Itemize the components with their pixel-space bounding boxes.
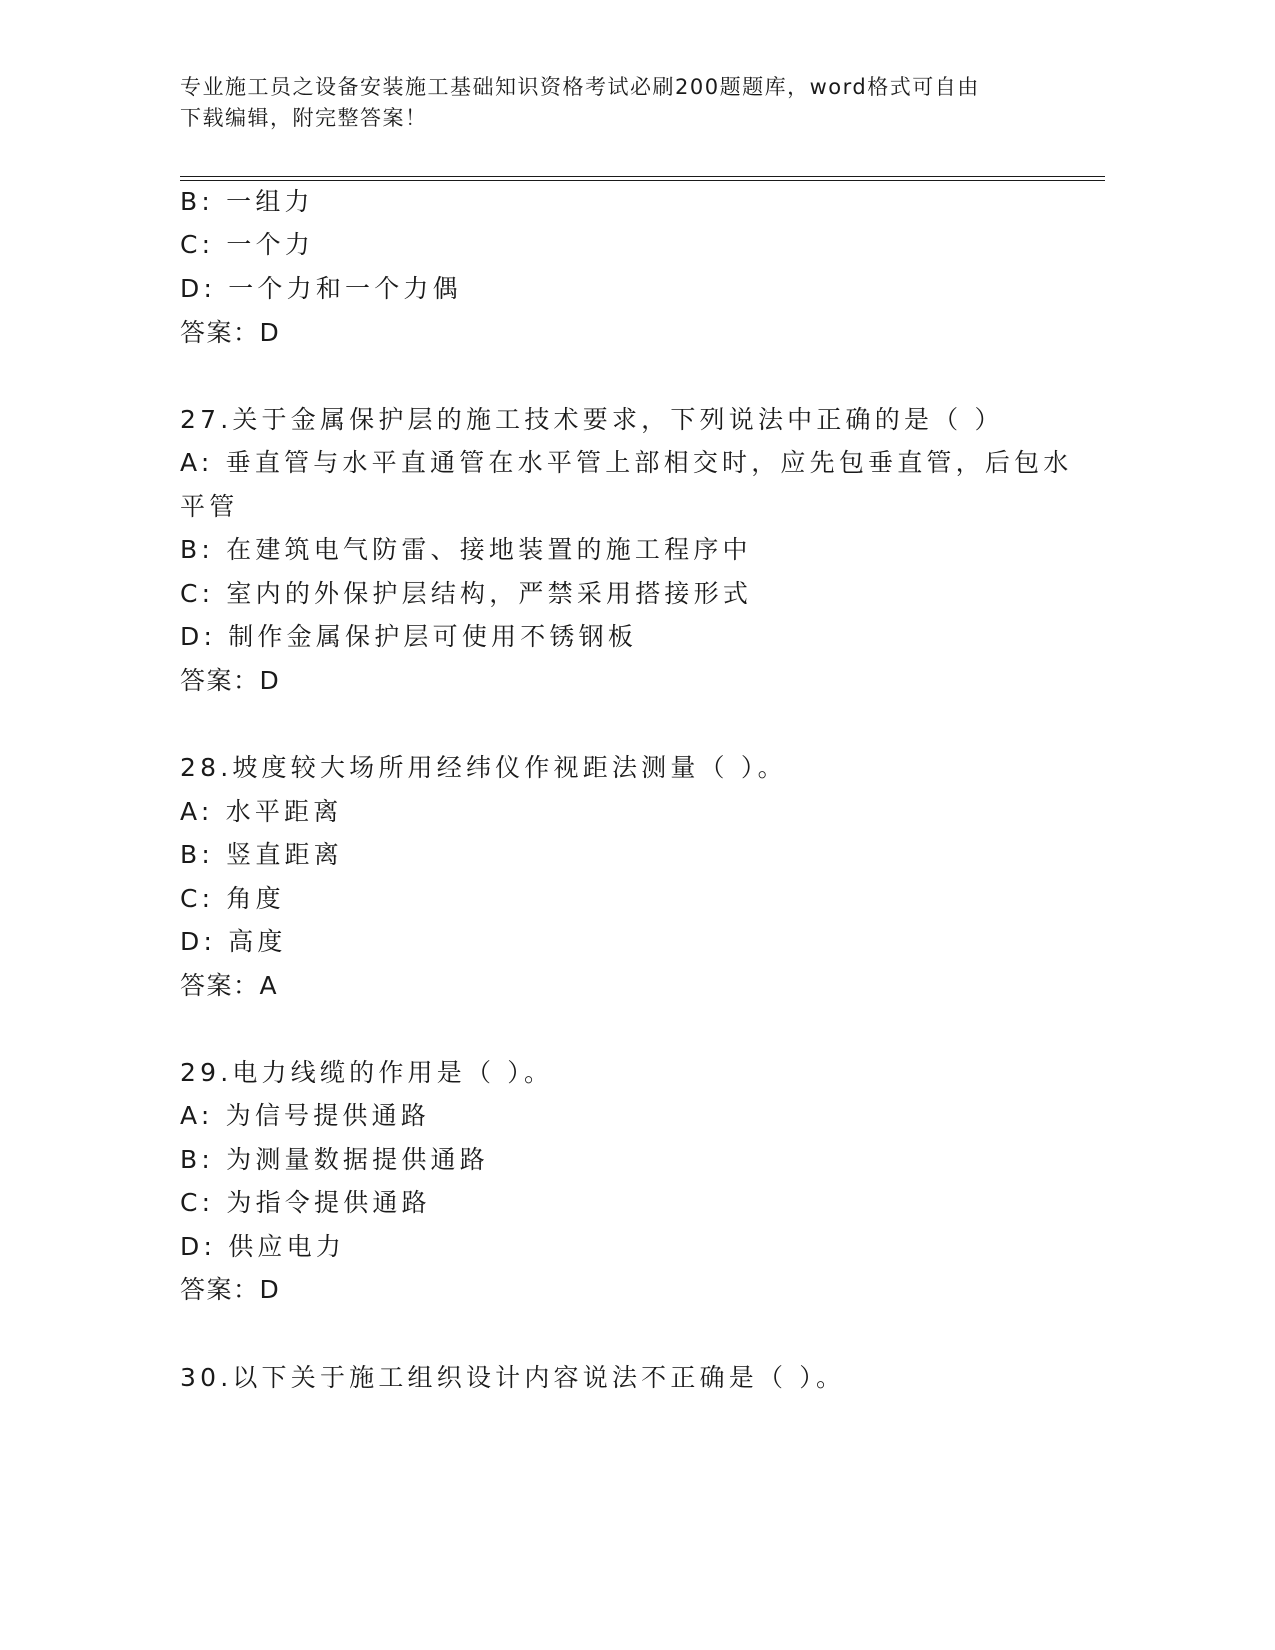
q26-option-d: D: 一个力和一个力偶 xyxy=(180,274,462,303)
q26-option-c: C: 一个力 xyxy=(180,230,315,259)
q27-answer: 答案：D xyxy=(180,666,281,695)
q28-option-d: D: 高度 xyxy=(180,927,287,956)
q28-option-c: C: 角度 xyxy=(180,884,285,913)
q29-answer: 答案：D xyxy=(180,1275,281,1304)
q27-stem: 27.关于金属保护层的施工技术要求，下列说法中正确的是（ ） xyxy=(180,405,1004,434)
q26-option-b: B: 一组力 xyxy=(180,187,314,216)
q30-stem: 30.以下关于施工组织设计内容说法不正确是（ ）。 xyxy=(180,1363,846,1392)
header-title-line-2: 下载编辑，附完整答案！ xyxy=(180,106,428,130)
q28-answer: 答案：A xyxy=(180,971,279,1000)
q27-option-a: A: 垂直管与水平直通管在水平管上部相交时，应先包垂直管，后包水 xyxy=(180,448,1073,477)
q28-stem: 28.坡度较大场所用经纬仪作视距法测量（ ）。 xyxy=(180,753,787,782)
q26-answer: 答案：D xyxy=(180,318,281,347)
header-divider xyxy=(180,176,1105,181)
q29-option-b: B: 为测量数据提供通路 xyxy=(180,1145,489,1174)
q27-option-a-continued: 平管 xyxy=(180,492,239,521)
q29-option-d: D: 供应电力 xyxy=(180,1232,346,1261)
q28-option-b: B: 竖直距离 xyxy=(180,840,343,869)
q28-option-a: A: 水平距离 xyxy=(180,797,343,826)
document-header xyxy=(180,72,1060,134)
q27-option-d: D: 制作金属保护层可使用不锈钢板 xyxy=(180,622,638,651)
q29-option-a: A: 为信号提供通路 xyxy=(180,1101,431,1130)
q29-option-c: C: 为指令提供通路 xyxy=(180,1188,431,1217)
header-title-line-1: 专业施工员之设备安装施工基础知识资格考试必刷200题题库，word格式可自由 xyxy=(180,75,980,99)
q27-option-b: B: 在建筑电气防雷、接地装置的施工程序中 xyxy=(180,535,752,564)
q27-option-c: C: 室内的外保护层结构，严禁采用搭接形式 xyxy=(180,579,753,608)
q29-stem: 29.电力线缆的作用是（ ）。 xyxy=(180,1058,554,1087)
